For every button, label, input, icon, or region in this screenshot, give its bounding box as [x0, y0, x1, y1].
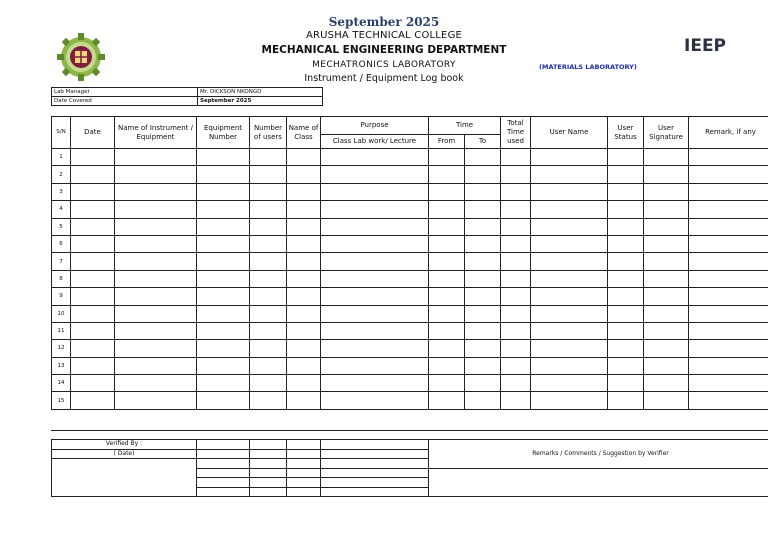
table-cell [197, 375, 250, 392]
col-instrument: Name of Instrument / Equipment [115, 117, 197, 149]
table-cell [71, 375, 115, 392]
table-cell [689, 270, 768, 287]
table-row [52, 235, 768, 252]
row-number: 12 [52, 340, 71, 357]
table-cell [644, 218, 689, 235]
table-cell [115, 375, 197, 392]
lab-manager-label: Lab Manager [52, 88, 198, 97]
table-cell [644, 201, 689, 218]
table-cell [197, 357, 250, 374]
table-cell [71, 357, 115, 374]
table-cell [321, 340, 429, 357]
col-time-from: From [429, 135, 465, 149]
table-cell [321, 166, 429, 183]
table-cell [197, 340, 250, 357]
table-cell [501, 183, 531, 200]
table-row [52, 357, 768, 374]
table-cell [287, 392, 321, 409]
document-title: Instrument / Equipment Log book [304, 73, 464, 84]
table-cell [71, 183, 115, 200]
verifier-remarks-area [429, 468, 768, 497]
info-table [51, 87, 323, 106]
col-equipment-number: Equipment Number [197, 117, 250, 149]
table-cell [197, 201, 250, 218]
row-number: 9 [52, 288, 71, 305]
verifier-remarks-title: Remarks / Comments / Suggestion by Verifier [429, 440, 768, 469]
table-cell [531, 392, 608, 409]
table-cell [115, 392, 197, 409]
table-row [52, 340, 768, 357]
col-user-signature: User Signature [644, 117, 689, 149]
table-cell [531, 166, 608, 183]
table-cell [465, 322, 501, 339]
table-cell [287, 375, 321, 392]
table-cell [287, 218, 321, 235]
table-cell [501, 322, 531, 339]
row-number: 3 [52, 183, 71, 200]
row-number: 15 [52, 392, 71, 409]
table-cell [115, 166, 197, 183]
table-cell [429, 166, 465, 183]
table-cell [531, 149, 608, 166]
row-number: 5 [52, 218, 71, 235]
table-row [52, 218, 768, 235]
date-covered-value: September 2025 [198, 97, 323, 106]
table-cell [115, 322, 197, 339]
table-cell [644, 270, 689, 287]
table-cell [501, 305, 531, 322]
table-cell [250, 270, 287, 287]
table-cell [644, 288, 689, 305]
table-cell [465, 270, 501, 287]
table-cell [465, 166, 501, 183]
table-cell [531, 340, 608, 357]
table-cell [71, 392, 115, 409]
report-month: September 2025 [328, 15, 440, 29]
table-cell [531, 235, 608, 252]
table-cell [531, 218, 608, 235]
table-cell [287, 166, 321, 183]
table-cell [250, 340, 287, 357]
table-cell [197, 218, 250, 235]
table-cell [531, 288, 608, 305]
table-cell [644, 357, 689, 374]
verifier-sign-area [52, 459, 197, 497]
table-cell [321, 218, 429, 235]
table-cell [501, 253, 531, 270]
table-cell [689, 201, 768, 218]
table-cell [501, 201, 531, 218]
table-cell [197, 288, 250, 305]
lab-manager-value: Mr. DICKSON NKONGO [198, 88, 323, 97]
table-row [52, 201, 768, 218]
verified-date-label: ( Date) [52, 449, 197, 459]
row-number: 14 [52, 375, 71, 392]
table-cell [644, 183, 689, 200]
table-cell [197, 305, 250, 322]
table-cell [689, 375, 768, 392]
table-cell [608, 253, 644, 270]
col-purpose-sub: Class Lab work/ Lecture [321, 135, 429, 149]
table-cell [429, 288, 465, 305]
table-cell [115, 357, 197, 374]
table-cell [465, 375, 501, 392]
table-cell [429, 322, 465, 339]
table-cell [608, 357, 644, 374]
table-cell [465, 357, 501, 374]
table-cell [429, 201, 465, 218]
table-cell [644, 253, 689, 270]
table-cell [608, 235, 644, 252]
table-cell [197, 322, 250, 339]
table-cell [644, 305, 689, 322]
table-cell [608, 375, 644, 392]
table-cell [501, 218, 531, 235]
col-date: Date [71, 117, 115, 149]
table-cell [321, 149, 429, 166]
table-cell [689, 218, 768, 235]
table-cell [644, 375, 689, 392]
table-cell [644, 322, 689, 339]
table-cell [321, 357, 429, 374]
table-cell [115, 183, 197, 200]
table-cell [501, 357, 531, 374]
log-body [52, 149, 768, 410]
table-cell [287, 357, 321, 374]
table-row [52, 270, 768, 287]
table-cell [689, 149, 768, 166]
table-cell [197, 253, 250, 270]
table-cell [531, 201, 608, 218]
table-cell [531, 253, 608, 270]
table-cell [501, 149, 531, 166]
table-cell [429, 253, 465, 270]
table-cell [115, 201, 197, 218]
table-cell [250, 253, 287, 270]
table-cell [287, 235, 321, 252]
table-cell [250, 201, 287, 218]
table-row [52, 149, 768, 166]
row-number: 8 [52, 270, 71, 287]
table-cell [287, 201, 321, 218]
department-name: MECHANICAL ENGINEERING DEPARTMENT [261, 44, 507, 56]
table-cell [644, 392, 689, 409]
table-cell [501, 270, 531, 287]
table-cell [644, 235, 689, 252]
table-cell [689, 183, 768, 200]
table-row [52, 392, 768, 409]
table-cell [115, 218, 197, 235]
table-cell [71, 270, 115, 287]
table-cell [429, 270, 465, 287]
table-row [52, 288, 768, 305]
log-table [51, 116, 768, 410]
table-cell [429, 218, 465, 235]
col-user-status: User Status [608, 117, 644, 149]
table-cell [465, 305, 501, 322]
college-name: ARUSHA TECHNICAL COLLEGE [305, 30, 463, 41]
table-cell [287, 288, 321, 305]
table-cell [287, 270, 321, 287]
table-cell [429, 375, 465, 392]
row-number: 11 [52, 322, 71, 339]
table-cell [608, 218, 644, 235]
table-cell [115, 270, 197, 287]
table-cell [197, 183, 250, 200]
table-cell [287, 253, 321, 270]
table-cell [608, 270, 644, 287]
table-cell [465, 288, 501, 305]
table-cell [250, 305, 287, 322]
table-cell [321, 392, 429, 409]
table-cell [321, 253, 429, 270]
table-cell [115, 305, 197, 322]
table-cell [250, 288, 287, 305]
table-cell [608, 149, 644, 166]
table-cell [197, 149, 250, 166]
table-cell [608, 392, 644, 409]
divider [51, 430, 768, 431]
table-row [52, 183, 768, 200]
table-cell [465, 340, 501, 357]
table-cell [501, 288, 531, 305]
table-cell [321, 270, 429, 287]
table-cell [608, 201, 644, 218]
table-cell [465, 149, 501, 166]
table-cell [501, 235, 531, 252]
table-cell [71, 322, 115, 339]
table-cell [608, 183, 644, 200]
table-cell [465, 253, 501, 270]
date-covered-label: Date Covered [52, 97, 198, 106]
col-time-to: To [465, 135, 501, 149]
row-number: 13 [52, 357, 71, 374]
table-cell [321, 201, 429, 218]
table-cell [689, 253, 768, 270]
laboratory-name: MECHATRONICS LABORATORY [312, 60, 456, 70]
table-cell [321, 375, 429, 392]
table-cell [115, 235, 197, 252]
table-cell [115, 149, 197, 166]
table-cell [501, 375, 531, 392]
table-cell [71, 166, 115, 183]
table-cell [321, 183, 429, 200]
table-cell [465, 218, 501, 235]
table-cell [689, 322, 768, 339]
table-cell [531, 305, 608, 322]
table-cell [689, 305, 768, 322]
table-cell [608, 305, 644, 322]
table-cell [197, 270, 250, 287]
col-sn: S/N [52, 117, 71, 149]
table-cell [321, 235, 429, 252]
table-cell [197, 166, 250, 183]
table-cell [197, 392, 250, 409]
table-cell [287, 305, 321, 322]
row-number: 10 [52, 305, 71, 322]
table-cell [429, 392, 465, 409]
materials-lab-label: (MATERIALS LABORATORY) [539, 63, 637, 71]
table-cell [531, 322, 608, 339]
col-user-name: User Name [531, 117, 608, 149]
col-purpose: Purpose [321, 117, 429, 135]
table-row [52, 322, 768, 339]
table-cell [689, 357, 768, 374]
table-row [52, 375, 768, 392]
table-cell [71, 288, 115, 305]
table-cell [429, 357, 465, 374]
table-cell [501, 392, 531, 409]
table-cell [321, 322, 429, 339]
table-cell [287, 149, 321, 166]
col-name-of-class: Name of Class [287, 117, 321, 149]
table-row [52, 253, 768, 270]
col-number-of-users: Number of users [250, 117, 287, 149]
table-cell [250, 149, 287, 166]
table-cell [608, 288, 644, 305]
table-cell [115, 288, 197, 305]
table-cell [71, 305, 115, 322]
col-time: Time [429, 117, 501, 135]
table-cell [197, 235, 250, 252]
table-cell [531, 375, 608, 392]
table-cell [465, 201, 501, 218]
table-cell [287, 340, 321, 357]
table-cell [250, 166, 287, 183]
ieep-badge: IEEP [684, 36, 727, 56]
table-cell [531, 357, 608, 374]
col-remark: Remark, if any [689, 117, 768, 149]
table-cell [429, 149, 465, 166]
table-cell [689, 288, 768, 305]
col-total-time: Total Time used [501, 117, 531, 149]
table-cell [115, 253, 197, 270]
table-cell [501, 340, 531, 357]
table-row [52, 305, 768, 322]
table-cell [608, 340, 644, 357]
table-cell [465, 392, 501, 409]
table-cell [429, 235, 465, 252]
row-number: 7 [52, 253, 71, 270]
table-cell [608, 166, 644, 183]
table-cell [531, 183, 608, 200]
table-cell [501, 166, 531, 183]
table-cell [250, 183, 287, 200]
table-row [52, 166, 768, 183]
table-cell [250, 218, 287, 235]
table-cell [429, 340, 465, 357]
table-cell [689, 166, 768, 183]
verified-by-label: Verified By : [52, 440, 197, 450]
table-cell [689, 392, 768, 409]
row-number: 6 [52, 235, 71, 252]
table-cell [71, 253, 115, 270]
table-cell [71, 149, 115, 166]
table-cell [250, 392, 287, 409]
table-cell [321, 305, 429, 322]
table-cell [429, 305, 465, 322]
table-cell [71, 340, 115, 357]
table-cell [321, 288, 429, 305]
row-number: 4 [52, 201, 71, 218]
table-cell [689, 340, 768, 357]
table-cell [250, 375, 287, 392]
row-number: 1 [52, 149, 71, 166]
table-cell [250, 357, 287, 374]
table-cell [71, 218, 115, 235]
table-cell [531, 270, 608, 287]
row-number: 2 [52, 166, 71, 183]
table-cell [115, 340, 197, 357]
table-cell [689, 235, 768, 252]
table-cell [250, 322, 287, 339]
table-cell [608, 322, 644, 339]
table-cell [465, 235, 501, 252]
table-cell [71, 235, 115, 252]
verification-table [51, 439, 768, 497]
table-cell [250, 235, 287, 252]
table-cell [287, 183, 321, 200]
table-cell [644, 166, 689, 183]
table-cell [429, 183, 465, 200]
table-cell [644, 149, 689, 166]
table-cell [465, 183, 501, 200]
table-cell [287, 322, 321, 339]
table-cell [644, 340, 689, 357]
table-cell [71, 201, 115, 218]
